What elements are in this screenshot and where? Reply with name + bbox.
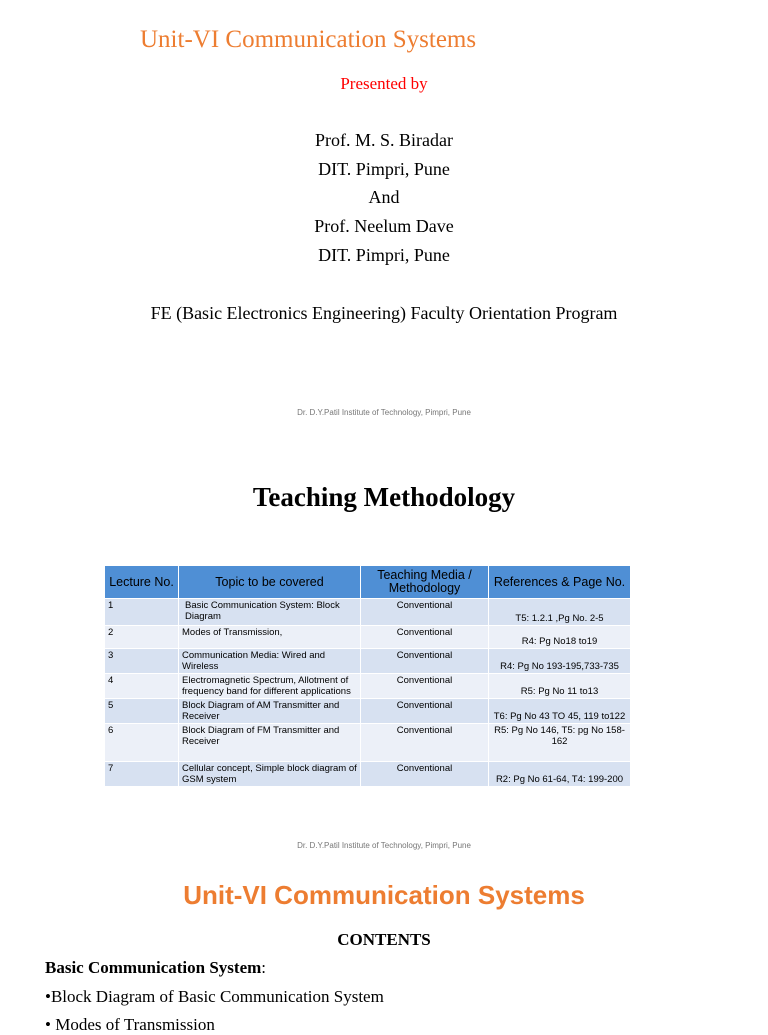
cell-lecture-no: 1: [105, 599, 179, 626]
cell-lecture-no: 2: [105, 626, 179, 649]
presented-by-label: Presented by: [340, 74, 428, 93]
header-lecture-no: Lecture No.: [105, 566, 179, 599]
table-row: [105, 626, 631, 649]
cell-media: Conventional: [361, 674, 489, 699]
cell-lecture-no: 4: [105, 674, 179, 699]
cell-topic: Communication Media: Wired and Wireless: [179, 649, 361, 674]
table-row: [105, 699, 631, 724]
table-row: [105, 649, 631, 674]
header-references: References & Page No.: [489, 566, 631, 599]
table-row: [105, 674, 631, 699]
header-media: Teaching Media / Methodology: [361, 566, 489, 599]
program-name: FE (Basic Electronics Engineering) Faculty Orientation Program: [150, 303, 618, 323]
cell-reference: R5: Pg No 11 to13: [489, 674, 631, 699]
slide1-footer: Dr. D.Y.Patil Institute of Technology, Pimpri, Pune: [297, 408, 471, 417]
section-heading: [45, 958, 266, 978]
slide2-title: Teaching Methodology: [252, 482, 516, 512]
cell-topic: Electromagnetic Spectrum, Allotment of frequency band for different applications: [179, 674, 361, 699]
cell-media: Conventional: [361, 724, 489, 762]
slide1-title: Unit-VI Communication Systems: [140, 26, 477, 53]
table-row: [105, 762, 631, 787]
cell-topic: Basic Communication System: Block Diagram: [179, 599, 361, 626]
table-header-row: [105, 566, 631, 599]
cell-reference: T5: 1.2.1 ,Pg No. 2-5: [489, 599, 631, 626]
cell-lecture-no: 7: [105, 762, 179, 787]
cell-topic: Modes of Transmission,: [179, 626, 361, 649]
cell-reference: R4: Pg No 193-195,733-735: [489, 649, 631, 674]
contents-bullet: • Modes of Transmission: [45, 1015, 215, 1034]
cell-media: Conventional: [361, 626, 489, 649]
cell-lecture-no: 3: [105, 649, 179, 674]
table-row: [105, 724, 631, 762]
cell-reference: R2: Pg No 61-64, T4: 199-200: [489, 762, 631, 787]
presenter-line: DIT. Pimpri, Pune: [318, 159, 450, 179]
table-row: [105, 599, 631, 626]
presenter-line: Prof. Neelum Dave: [314, 216, 454, 236]
cell-topic: Cellular concept, Simple block diagram of GSM system: [179, 762, 361, 787]
section-label: Basic Communication System: [45, 958, 262, 977]
teaching-methodology-table: [104, 565, 631, 787]
cell-reference: R5: Pg No 146, T5: pg No 158-162: [489, 724, 631, 762]
cell-lecture-no: 5: [105, 699, 179, 724]
cell-media: Conventional: [361, 599, 489, 626]
cell-reference: T6: Pg No 43 TO 45, 119 to122: [489, 699, 631, 724]
header-topic: Topic to be covered: [179, 566, 361, 599]
cell-topic: Block Diagram of FM Transmitter and Receiver: [179, 724, 361, 762]
slide3-title: Unit-VI Communication Systems: [183, 880, 585, 910]
cell-reference: R4: Pg No18 to19: [489, 626, 631, 649]
cell-lecture-no: 6: [105, 724, 179, 762]
cell-media: Conventional: [361, 699, 489, 724]
contents-bullet: •Block Diagram of Basic Communication System: [45, 987, 384, 1006]
presenter-line: DIT. Pimpri, Pune: [318, 245, 450, 265]
cell-topic: Block Diagram of AM Transmitter and Receiver: [179, 699, 361, 724]
presenter-line: Prof. M. S. Biradar: [315, 130, 453, 150]
slide2-footer: Dr. D.Y.Patil Institute of Technology, Pimpri, Pune: [297, 841, 471, 850]
contents-heading: CONTENTS: [337, 930, 431, 949]
cell-media: Conventional: [361, 762, 489, 787]
presenter-line: And: [368, 187, 400, 207]
section-colon: :: [261, 958, 267, 977]
cell-media: Conventional: [361, 649, 489, 674]
